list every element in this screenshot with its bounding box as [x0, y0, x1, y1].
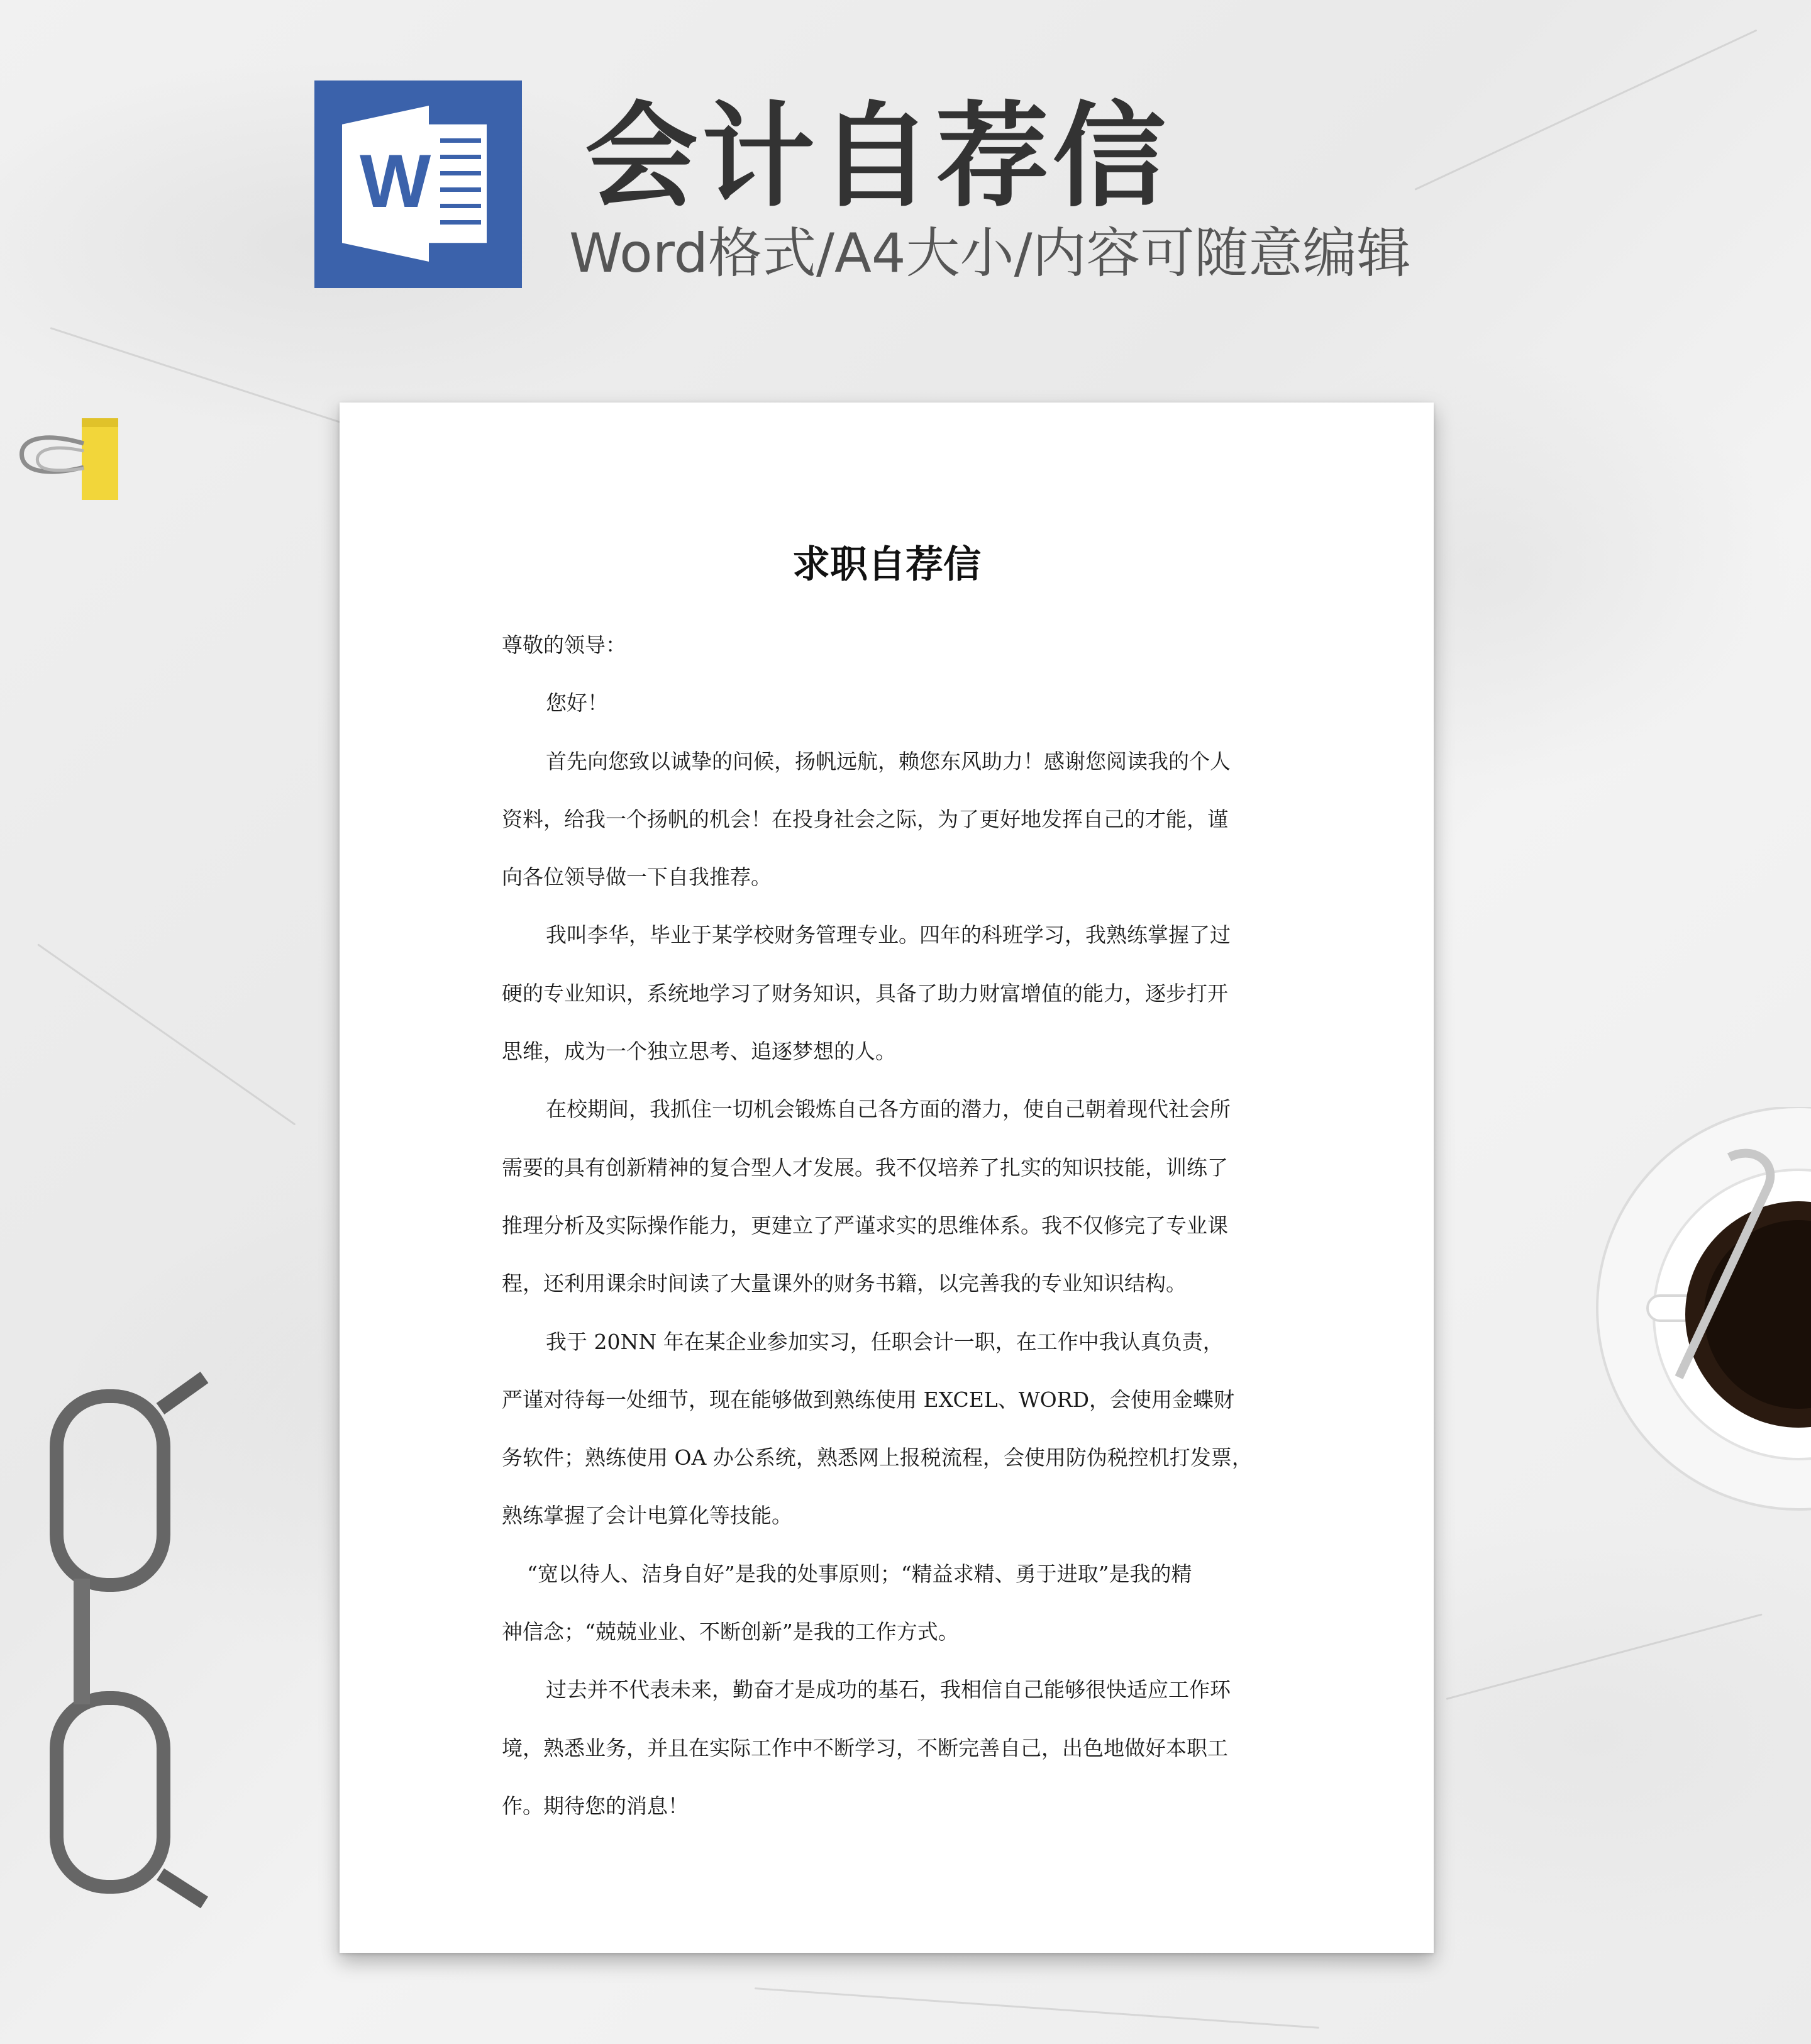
word-logo-line: [440, 220, 481, 225]
coffee-cup-icon: [1591, 1107, 1811, 1547]
letter-body: [502, 629, 1275, 1848]
body-line: 首先向您致以诚挚的问候，扬帆远航，赖您东风助力！感谢您阅读我的个人: [546, 748, 1231, 774]
body-line: 推理分析及实际操作能力，更建立了严谨求实的思维体系。我不仅修完了专业课: [502, 1213, 1228, 1238]
body-line: 向各位领导做一下自我推荐。: [502, 865, 772, 890]
word-logo-letter: W: [360, 139, 431, 223]
body-line: 资料，给我一个扬帆的机会！在投身社会之际，为了更好地发挥自己的才能，谨: [502, 806, 1228, 831]
page-subtitle: Word格式/A4大小/内容可随意编辑: [569, 222, 1411, 285]
document-page: [340, 403, 1434, 1953]
body-line: “宽以待人、洁身自好”是我的处事原则；“精益求精、勇于进取”是我的精: [527, 1561, 1192, 1586]
eyeglasses-icon: [44, 1371, 233, 1912]
salutation-line: 尊敬的领导：: [502, 633, 626, 657]
marble-vein: [1446, 1613, 1763, 1699]
body-line: 过去并不代表未来，勤奋才是成功的基石，我相信自己能够很快适应工作环: [546, 1677, 1231, 1702]
word-logo-line: [440, 171, 481, 175]
body-line: 硬的专业知识，系统地学习了财务知识，具备了助力财富增值的能力，逐步打开: [502, 980, 1228, 1006]
body-line: 在校期间，我抓住一切机会锻炼自己各方面的潜力，使自己朝着现代社会所: [546, 1097, 1231, 1122]
body-line: 我于 20NN 年在某企业参加实习，任职会计一职，在工作中我认真负责，: [546, 1329, 1224, 1354]
word-logo-line: [440, 204, 481, 208]
body-line: 严谨对待每一处细节，现在能够做到熟练使用 EXCEL、WORD，会使用金蝶财: [502, 1387, 1235, 1412]
page-title: 会计自荐信: [585, 91, 1170, 223]
marble-vein: [1414, 30, 1757, 191]
body-line: 境，熟悉业务，并且在实际工作中不断学习，不断完善自己，出色地做好本职工: [502, 1735, 1228, 1760]
body-line: 熟练掌握了会计电算化等技能。: [502, 1503, 792, 1528]
word-logo-line: [440, 138, 481, 143]
body-line: 需要的具有创新精神的复合型人才发展。我不仅培养了扎实的知识技能，训练了: [502, 1155, 1228, 1180]
body-line: 我叫李华，毕业于某学校财务管理专业。四年的科班学习，我熟练掌握了过: [546, 923, 1231, 948]
binder-clip-icon: [16, 418, 129, 500]
word-logo-icon: [314, 81, 522, 288]
closing-line: 作。期待您的消息！: [502, 1793, 689, 1818]
marble-vein: [755, 1987, 1319, 2029]
word-logo-line: [440, 187, 481, 192]
body-line: 思维，成为一个独立思考、追逐梦想的人。: [502, 1039, 896, 1064]
word-logo-line: [440, 155, 481, 159]
body-line: 程，还利用课余时间读了大量课外的财务书籍，以完善我的专业知识结构。: [502, 1271, 1187, 1296]
body-line: 务软件；熟练使用 OA 办公系统，熟悉网上报税流程，会使用防伪税控机打发票，: [502, 1445, 1253, 1470]
greeting-line: 您好！: [546, 691, 608, 716]
marble-vein: [37, 943, 296, 1125]
letter-title: 求职自荐信: [792, 543, 981, 587]
body-line: 神信念；“兢兢业业、不断创新”是我的工作方式。: [502, 1619, 959, 1645]
